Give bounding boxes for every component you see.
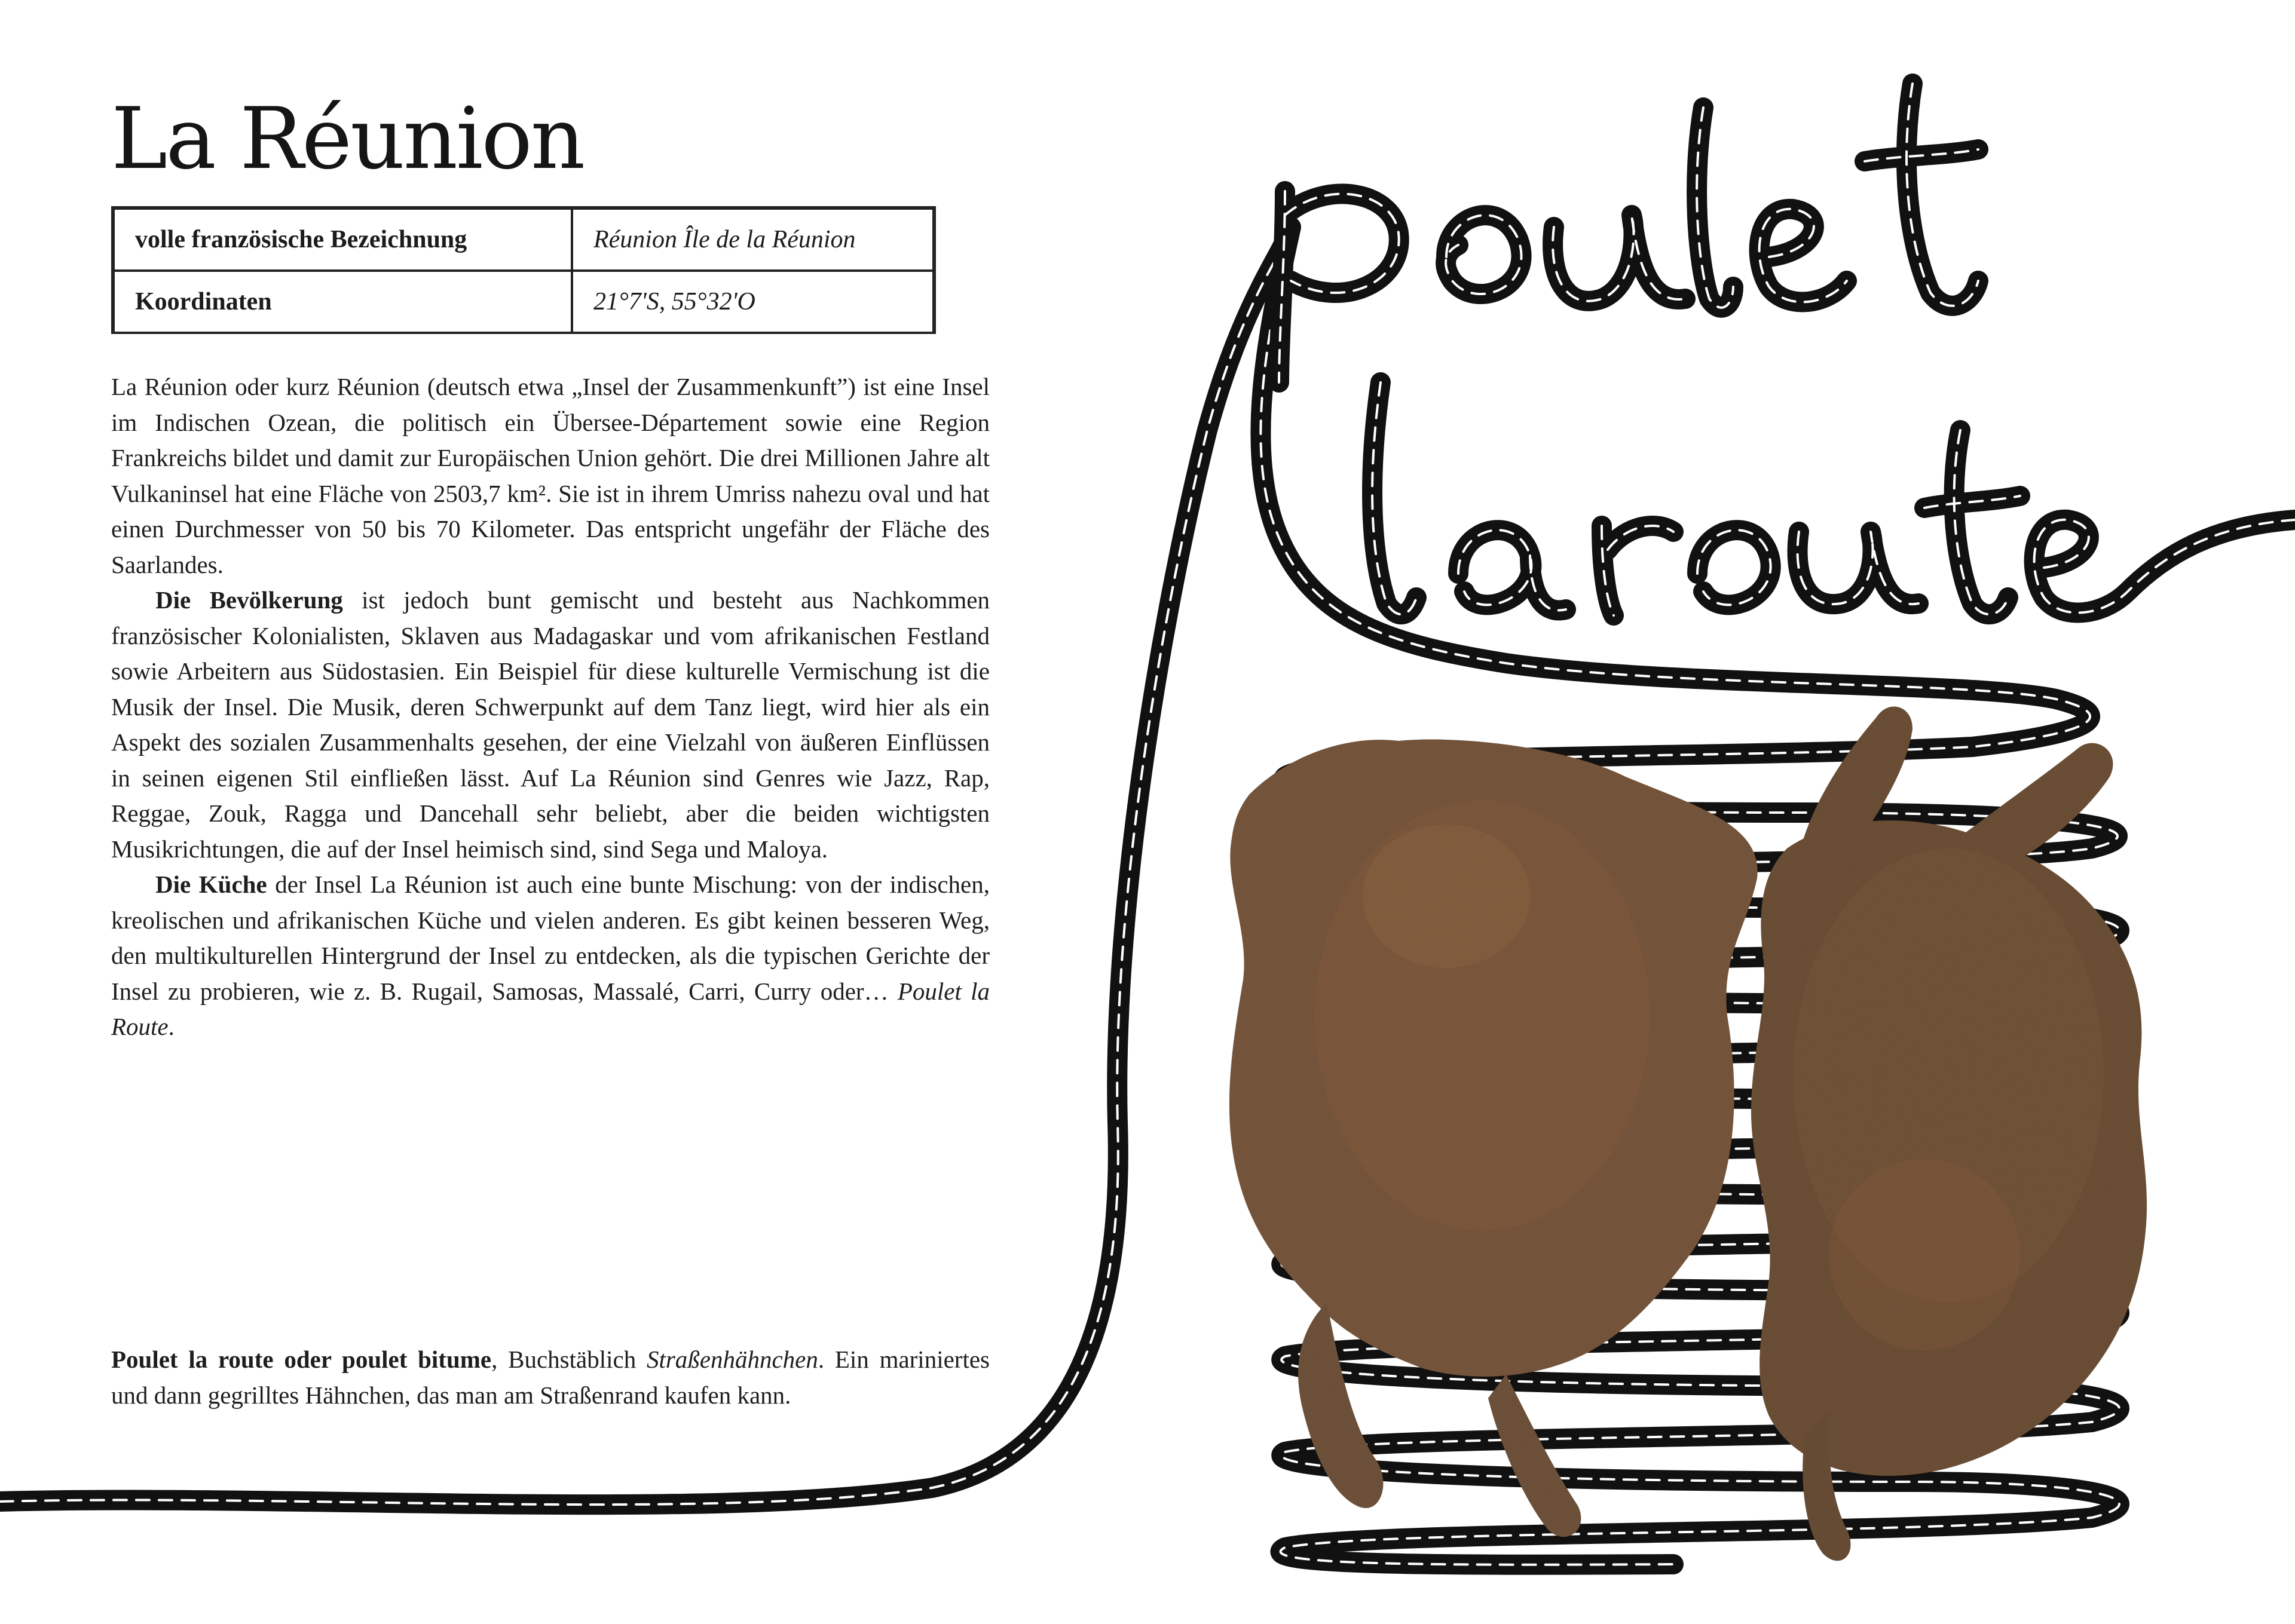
- page-title: La Réunion: [111, 90, 584, 188]
- table-label: volle französische Bezeichnung: [113, 208, 572, 271]
- note-text-rest: . Ein mariniertes und dann gegrilltes Hähnchen, das man am Straßenrand kaufen kann.: [111, 1346, 990, 1409]
- paragraph-text: ist jedoch bunt gemischt und besteht aus Nachkommen französischer Kolonialisten, Sklaven aus Madagaskar und vom afrikanischen Festland sowie Arbeitern aus Südostasien. Ein Beispiel für diese kulturelle Vermischung ist die Musik der Insel. Die Musik, deren Schwerpunkt auf dem Tanz liegt, wird hier als ein Aspekt des sozialen Zusammenhalts gesehen, der eine Vielzahl von äußeren Einflüssen in seinen eigenen Stil einfließen lässt. Auf La Réunion sind Genres wie Jazz, Rap, Reggae, Zouk, Ragga und Dancehall sehr beliebt, aber die beiden wichtigsten Musikrichtungen, die auf der Insel heimisch sind, sind Sega und Maloya.: [111, 586, 990, 863]
- dish-name: Poulet la Route: [111, 977, 990, 1040]
- note-text: , Buchstäblich: [491, 1346, 647, 1373]
- table-label: Koordinaten: [113, 271, 572, 333]
- table-value: Réunion Île de la Réunion: [572, 208, 934, 271]
- note-translation: Straßenhähnchen: [646, 1346, 818, 1373]
- roast-chicken-left: [1229, 740, 1758, 1537]
- paragraph-lead: Die Bevölkerung: [155, 586, 343, 614]
- lettering-poulet: [1279, 84, 1978, 382]
- table-value: 21°7'S, 55°32'O: [572, 271, 934, 333]
- note-lead: Poulet la route oder poulet bitume: [111, 1346, 492, 1373]
- paragraph-text: der Insel La Réunion ist auch eine bunte Mischung: von der indischen, kreolischen und afrikanischen Küche und vielen anderen. Es gibt keinen besseren Weg, den multikulturellen Hintergrund der Insel zu entdecken, als die typischen Gerichte der Insel zu probieren, wie z. B. Rugail, Samosas, Massalé, Carri, Curry oder…: [111, 871, 990, 1005]
- lettering-la-route: [1372, 382, 2295, 615]
- paragraph-end: .: [168, 1013, 175, 1040]
- paragraph-island: La Réunion oder kurz Réunion (deutsch etwa „Insel der Zusammenkunft”) ist eine Insel im Indischen Ozean, die politisch ein Übersee-Département sowie eine Region Frankreichs bildet und damit zur Europäischen Union gehört. Die drei Millionen Jahre alt Vulkaninsel hat eine Fläche von 2503,7 km². Sie ist in ihrem Umriss nahezu oval und hat einen Durchmesser von 50 bis 70 Kilometer. Das entspricht ungefähr der Fläche des Saarlandes.: [111, 373, 990, 578]
- paragraph-lead: Die Küche: [155, 871, 267, 898]
